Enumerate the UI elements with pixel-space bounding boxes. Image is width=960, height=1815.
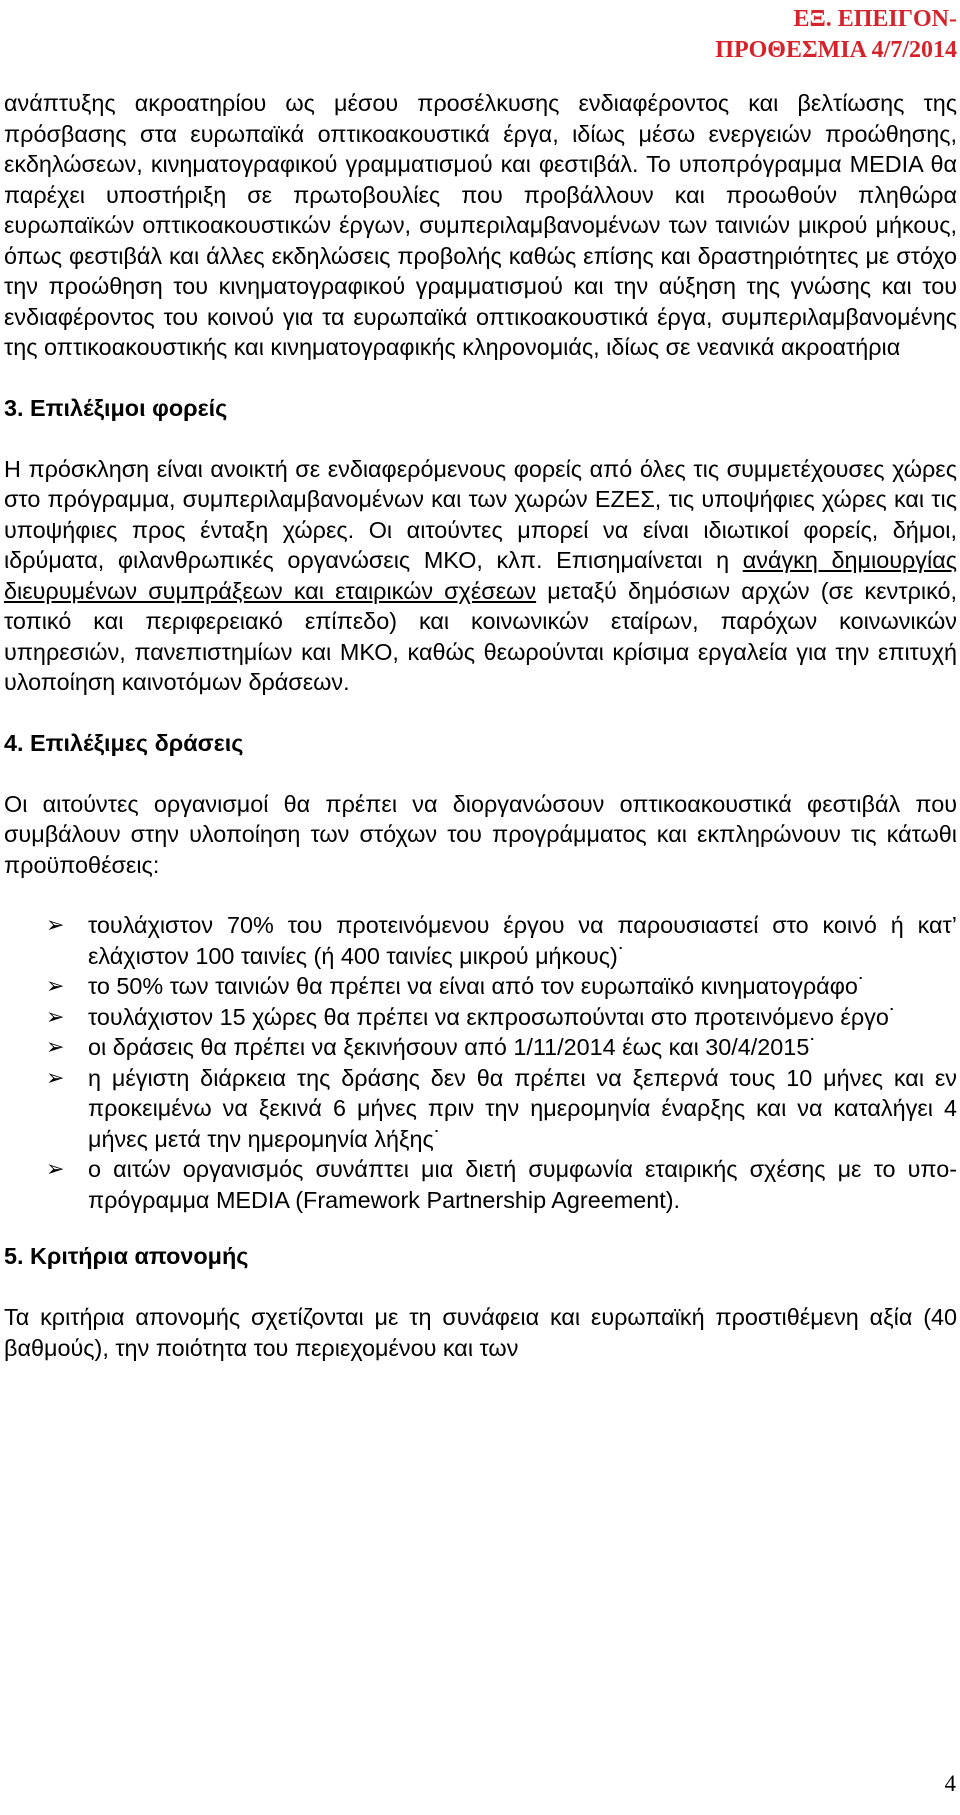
intro-paragraph: ανάπτυξης ακροατηρίου ως μέσου προσέλκυσης ενδιαφέροντος και βελτίωσης της πρόσβασης στα ευρωπαϊκά οπτικοακουστικά έργα, ιδίως μέσω ενεργειών προώθησης, εκδηλώσεων, κινηματογραφικού γραμματισμού και φεστιβάλ. Το υποπρόγραμμα MEDIA θα παρέχει υποστήριξη σε πρωτοβουλίες που προβάλλουν και προωθούν πληθώρα ευρωπαϊκών οπτικοακουστικών έργων, συμπεριλαμβανομένων των ταινιών μικρού μήκους, όπως φεστιβάλ και άλλες εκδηλώσεις προβολής καθώς επίσης και δραστηριότητες με στόχο την προώθηση του κινηματογραφικού γραμματισμού και την αύξηση της γνώσης και του ενδιαφέροντος του κοινού για τα ευρωπαϊκά οπτικοακουστικά έργα, συμπεριλαμβανομένης της οπτικοακουστικής και κινηματογραφικής κληρονομιάς, ιδίως σε νεανικά ακροατήρια: [4, 90, 957, 360]
arrow-bullet-icon: ➢: [46, 1156, 65, 1181]
page-number: 4: [944, 1771, 956, 1796]
header-line-2: ΠΡΟΘΕΣΜΙΑ 4/7/2014: [715, 37, 957, 63]
section-3-underlined-text: ανάγκη δημιουργίας διευρυμένων συμπράξεων και εταιρικών σχέσεων: [4, 547, 957, 604]
section-4-paragraph: Οι αιτούντες οργανισμοί θα πρέπει να διοργανώσουν οπτικοακουστικά φεστιβάλ που συμβάλουν στην υλοποίηση των στόχων του προγράμματος και εκπληρώνουν τις κάτωθι προϋποθέσεις:: [4, 790, 957, 878]
list-item-text: τουλάχιστον 70% του προτεινόμενου έργου να παρουσιαστεί στο κοινό ή κατ’ ελάχιστον 100 ταινίες (ή 400 ταινίες μικρού μήκους)˙: [88, 912, 957, 969]
section-3-text-before: Η πρόσκληση είναι ανοικτή σε ενδιαφερόμενους φορείς από όλες τις συμμετέχουσες χώρες στο πρόγραμμα, συμπεριλαμβανομένων και των χωρών ΕΖΕΣ, τις υποψήφιες χώρες και τις υποψήφιες προς ένταξη χώρες. Οι αιτούντες μπορεί να είναι ιδιωτικοί φορείς, δήμοι, ιδρύματα, φιλανθρωπικές οργανώσεις ΜΚΟ, κλπ. Επισημαίνεται η: [4, 455, 957, 573]
list-item: [4, 971, 957, 1002]
section-5-heading: 5. Κριτήρια απονομής: [4, 1243, 249, 1269]
arrow-bullet-icon: ➢: [46, 973, 65, 998]
section-5-paragraph: Τα κριτήρια απονομής σχετίζονται με τη συνάφεια και ευρωπαϊκή προστιθέμενη αξία (40 βαθμούς), την ποιότητα του περιεχομένου και των: [4, 1304, 957, 1361]
urgent-deadline-header: [715, 4, 957, 66]
list-item: [4, 1032, 957, 1063]
list-item-text: οι δράσεις θα πρέπει να ξεκινήσουν από 1/11/2014 έως και 30/4/2015˙: [88, 1034, 818, 1060]
section-3-paragraph: [4, 454, 957, 698]
arrow-bullet-icon: ➢: [46, 912, 65, 937]
list-item-text: η μέγιστη διάρκεια της δράσης δεν θα πρέπει να ξεπερνά τους 10 μήνες και εν προκειμένω να ξεκινά 6 μήνες πριν την ημερομηνία έναρξης και να καταλήγει 4 μήνες μετά την ημερομηνία λήξης˙: [88, 1064, 957, 1152]
list-item: [4, 910, 957, 971]
section-3-heading: 3. Επιλέξιμοι φορείς: [4, 394, 228, 421]
list-item-text: τουλάχιστον 15 χώρες θα πρέπει να εκπροσωπούνται στο προτεινόμενο έργο˙: [88, 1003, 897, 1030]
list-item-text: ο αιτών οργανισμός συνάπτει μια διετή συμφωνία εταιρικής σχέσης με το υπο-πρόγραμμα MEDIA (Framework Partnership Agreement).: [88, 1156, 957, 1213]
arrow-bullet-icon: ➢: [46, 1003, 65, 1029]
arrow-bullet-icon: ➢: [46, 1034, 65, 1059]
header-line-1: ΕΞ. ΕΠΕΙΓΟΝ-: [793, 6, 957, 32]
section-3-text-after: μεταξύ δημόσιων αρχών (σε κεντρικό, τοπικό και περιφερειακό επίπεδο) και κοινωνικών εταίρων, παρόχων κοινωνικών υπηρεσιών, πανεπιστημίων και ΜΚΟ, καθώς θεωρούνται κρίσιμα εργαλεία για την επιτυχή υλοποίηση καινοτόμων δράσεων.: [4, 577, 957, 695]
document-body: [4, 88, 957, 1363]
list-item: [4, 1002, 957, 1033]
list-item: [4, 1063, 957, 1155]
criteria-list: [4, 910, 957, 1215]
list-item-text: το 50% των ταινιών θα πρέπει να είναι από τον ευρωπαϊκό κινηματογράφο˙: [88, 973, 866, 999]
section-4-heading: 4. Επιλέξιμες δράσεις: [4, 729, 244, 756]
list-item: [4, 1154, 957, 1215]
arrow-bullet-icon: ➢: [46, 1064, 65, 1090]
